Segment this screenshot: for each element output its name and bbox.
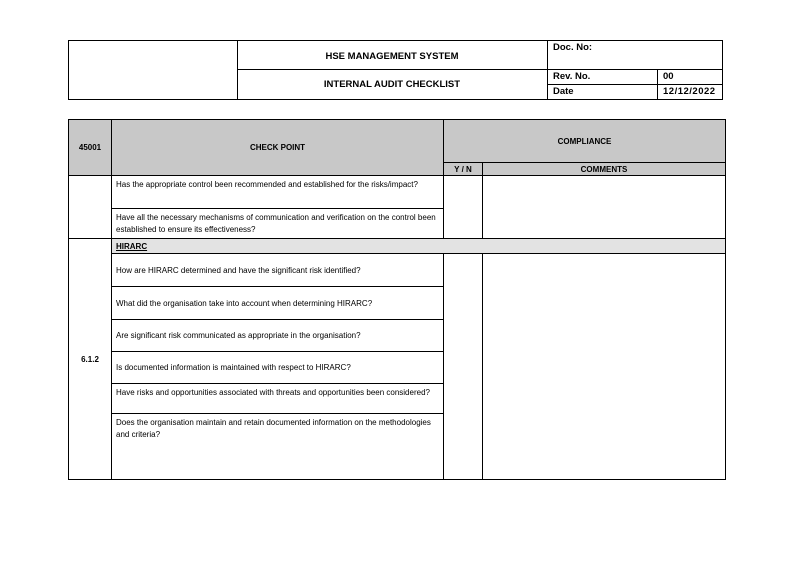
yn-answer-cell[interactable]: [444, 176, 483, 239]
checklist-question: Is documented information is maintained with respect to HIRARC?: [112, 352, 444, 384]
section1-clause: [69, 176, 112, 239]
date-value: 12/12/2022: [663, 86, 716, 97]
comments-answer-cell[interactable]: [483, 176, 725, 239]
audit-checklist-table: [68, 119, 726, 480]
rev-no-value: 00: [658, 70, 723, 85]
checklist-question: Have risks and opportunities associated with threats and opportunities been considered?: [112, 384, 444, 414]
section2-clause: 6.1.2: [69, 239, 112, 479]
doc-no-cell: [548, 41, 723, 70]
doc-no-label: Doc. No:: [553, 42, 593, 53]
rev-no-label: Rev. No.: [548, 70, 658, 85]
checklist-question: Have all the necessary mechanisms of communication and verification on the control been established to ensure its effectiveness?: [112, 209, 444, 239]
document-title: INTERNAL AUDIT CHECKLIST: [323, 79, 461, 90]
yn-answer-cell[interactable]: [444, 254, 483, 479]
yn-header: Y / N: [444, 163, 483, 176]
comments-header: COMMENTS: [483, 163, 725, 176]
document-header: [68, 40, 723, 100]
clause-header: 45001: [69, 120, 112, 176]
checklist-question: Has the appropriate control been recommended and established for the risks/impact?: [112, 176, 444, 209]
checklist-question: How are HIRARC determined and have the significant risk identified?: [112, 254, 444, 287]
compliance-header: COMPLIANCE: [444, 120, 725, 163]
checklist-question: Does the organisation maintain and retain documented information on the methodologies and criteria?: [112, 414, 444, 479]
logo-placeholder: [69, 41, 238, 99]
checkpoint-header: CHECK POINT: [112, 120, 444, 176]
date-label: Date: [548, 85, 658, 99]
section-heading-hirarc: HIRARC: [112, 239, 725, 254]
document-meta: [547, 41, 723, 99]
checklist-question: Are significant risk communicated as appropriate in the organisation?: [112, 320, 444, 352]
checklist-question: What did the organisation take into account when determining HIRARC?: [112, 287, 444, 320]
comments-answer-cell[interactable]: [483, 254, 725, 479]
system-title: HSE MANAGEMENT SYSTEM: [237, 41, 547, 70]
